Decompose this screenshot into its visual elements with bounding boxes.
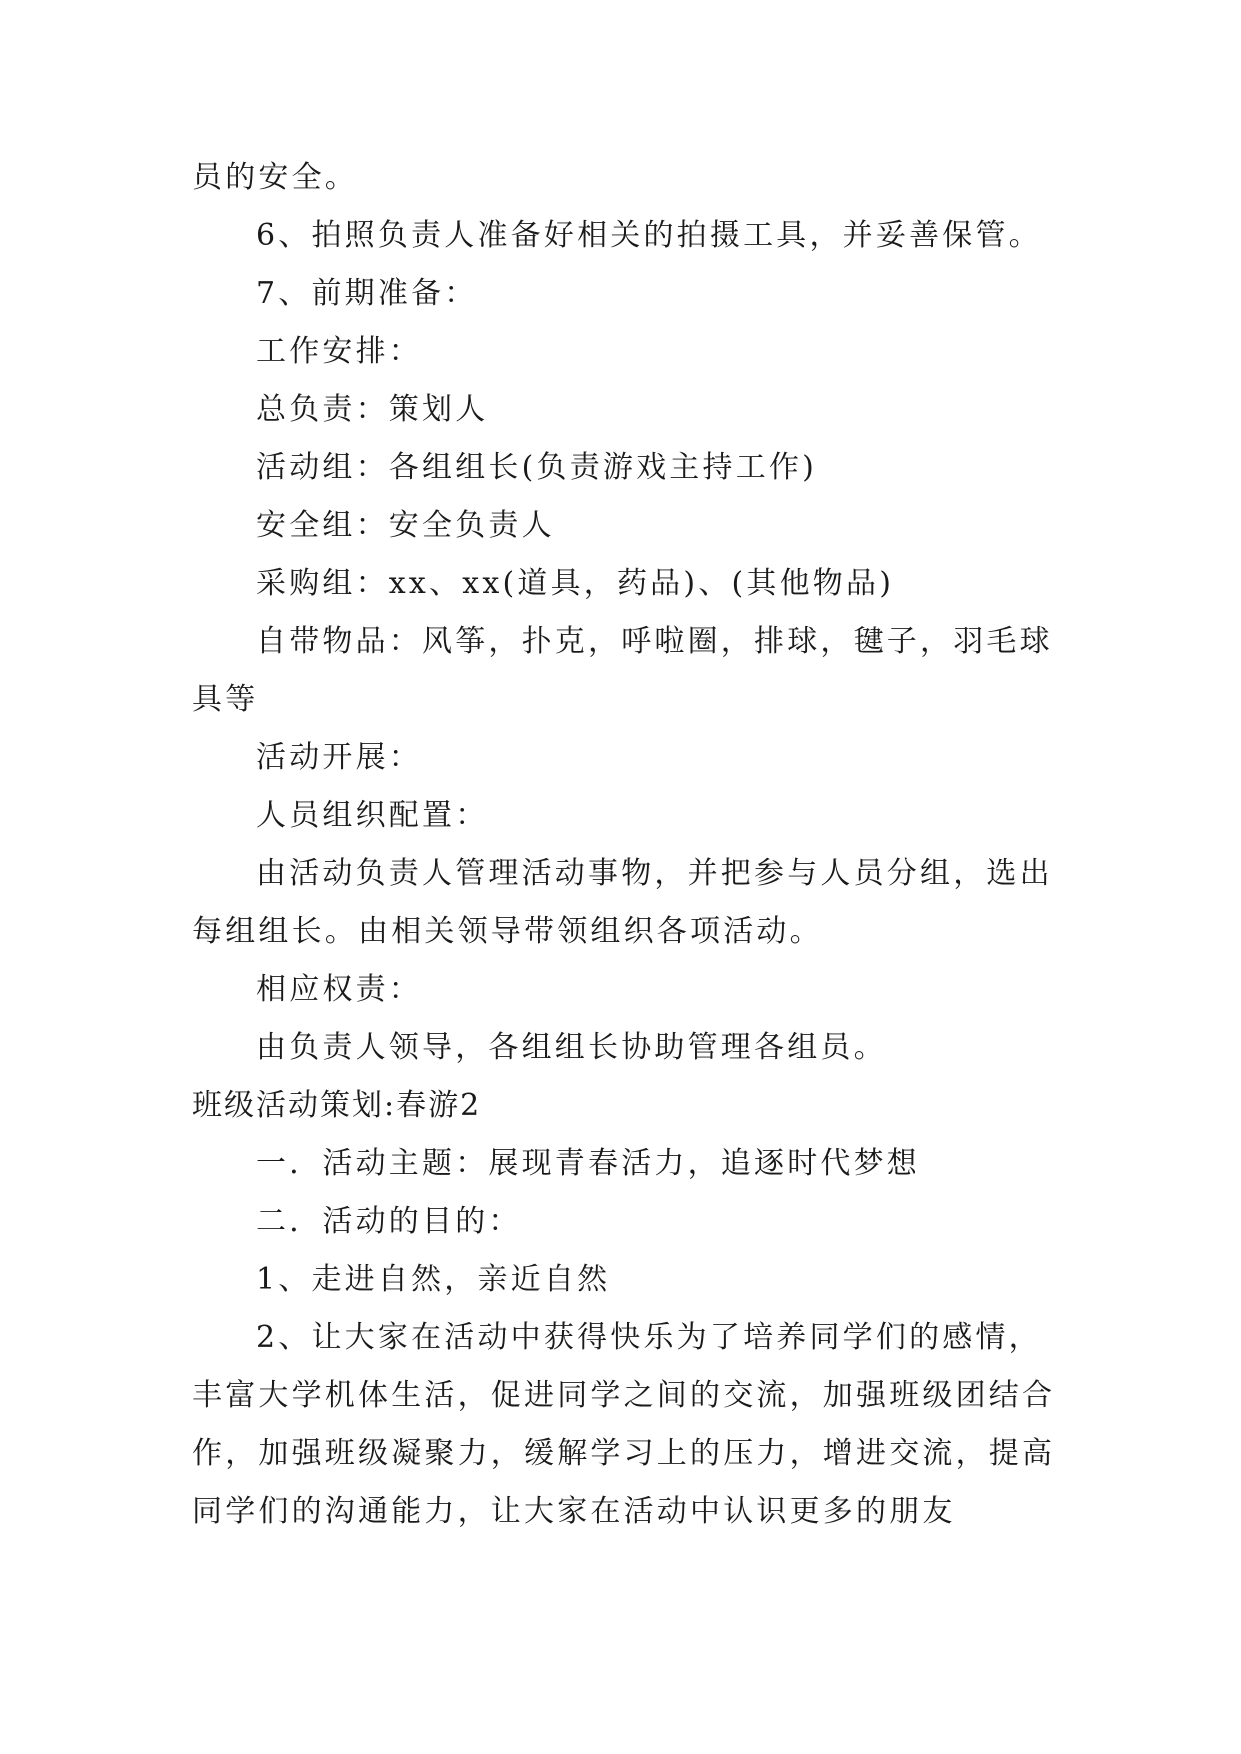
text-line: 安全组：安全负责人	[256, 508, 555, 543]
text-line: 员的安全。	[192, 160, 358, 195]
text-line: 活动组：各组组长(负责游戏主持工作)	[256, 450, 818, 485]
text-line: 1、走进自然，亲近自然	[256, 1262, 611, 1297]
text-line: 人员组织配置：	[256, 798, 489, 833]
text-line: 采购组：xx、xx(道具，药品)、(其他物品)	[256, 566, 895, 601]
text-line: 6、拍照负责人准备好相关的拍摄工具，并妥善保管。	[256, 218, 1042, 253]
text-line: 总负责：策划人	[256, 392, 489, 427]
text-line: 工作安排：	[256, 334, 422, 369]
text-line: 由活动负责人管理活动事物，并把参与人员分组，选出	[256, 856, 1053, 891]
text-line: 二．活动的目的：	[256, 1204, 522, 1239]
text-line: 由负责人领导，各组组长协助管理各组员。	[256, 1030, 887, 1065]
text-line: 同学们的沟通能力，让大家在活动中认识更多的朋友	[192, 1494, 956, 1529]
text-line: 自带物品：风筝，扑克，呼啦圈，排球，毽子，羽毛球	[256, 624, 1053, 659]
text-line: 相应权责：	[256, 972, 422, 1007]
text-line: 一．活动主题：展现青春活力，追逐时代梦想	[256, 1146, 920, 1181]
section-heading: 班级活动策划:春游2	[192, 1088, 482, 1123]
text-line: 每组组长。由相关领导带领组织各项活动。	[192, 914, 823, 949]
text-line: 7、前期准备：	[256, 276, 478, 311]
text-line: 2、让大家在活动中获得快乐为了培养同学们的感情，	[256, 1320, 1042, 1355]
text-line: 丰富大学机体生活，促进同学之间的交流，加强班级团结合	[192, 1378, 1056, 1413]
text-line: 作，加强班级凝聚力，缓解学习上的压力，增进交流，提高	[192, 1436, 1056, 1471]
text-line: 具等	[192, 682, 259, 717]
text-line: 活动开展：	[256, 740, 422, 775]
